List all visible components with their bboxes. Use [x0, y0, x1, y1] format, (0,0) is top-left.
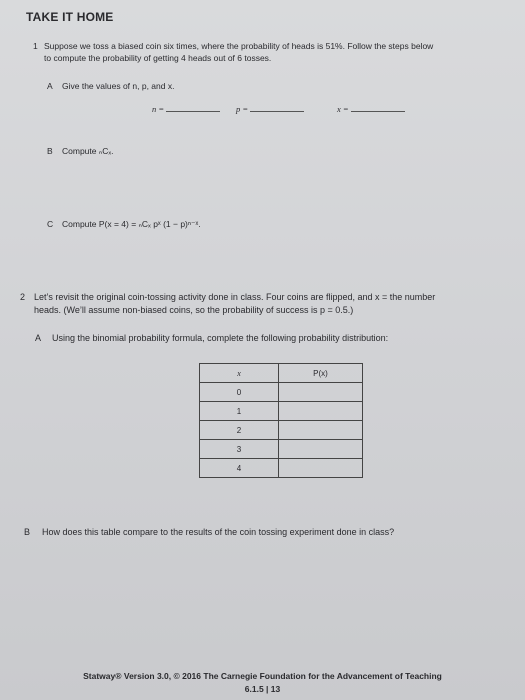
question-1c-letter: C — [47, 219, 54, 229]
x-answer-field[interactable] — [337, 104, 405, 114]
question-1a-letter: A — [47, 81, 53, 91]
table-cell-x: 0 — [200, 383, 279, 402]
n-label: n = — [152, 104, 165, 114]
question-1c-prompt: Compute P(x = 4) = ₙCₓ pˣ (1 − p)ⁿ⁻ˣ. — [62, 219, 201, 229]
x-blank[interactable] — [351, 104, 405, 112]
p-answer-field[interactable] — [236, 104, 304, 114]
question-1-text-line1: Suppose we toss a biased coin six times, where the probability of heads is 51%. Follow the steps below — [44, 41, 434, 51]
n-answer-field[interactable] — [152, 104, 220, 114]
table-cell-px-answer[interactable] — [279, 383, 363, 402]
table-cell-x: 1 — [200, 402, 279, 421]
table-cell-px-answer[interactable] — [279, 440, 363, 459]
table-cell-px-answer[interactable] — [279, 421, 363, 440]
question-2a-letter: A — [35, 333, 42, 343]
table-cell-x: 4 — [200, 459, 279, 478]
question-2-number: 2 — [20, 292, 26, 302]
footer-copyright: Statway® Version 3.0, © 2016 The Carnegie Foundation for the Advancement of Teaching — [83, 671, 442, 681]
table-header-x: x — [200, 364, 279, 383]
table-header-row — [200, 364, 363, 383]
question-1-text-line2: to compute the probability of getting 4 heads out of 6 tosses. — [44, 53, 272, 63]
table-header-px: P(x) — [279, 364, 363, 383]
probability-distribution-table — [199, 363, 363, 478]
question-2a-prompt: Using the binomial probability formula, complete the following probability distribution: — [52, 333, 389, 343]
table-cell-px-answer[interactable] — [279, 459, 363, 478]
footer-page-number: 6.1.5 | 13 — [244, 684, 281, 694]
table-row — [200, 421, 363, 440]
question-2b-letter: B — [24, 527, 31, 537]
x-label: x = — [337, 104, 349, 114]
question-1b-letter: B — [47, 146, 53, 156]
page-title: TAKE IT HOME — [26, 10, 114, 24]
question-2b-prompt: How does this table compare to the results of the coin tossing experiment done in class? — [42, 527, 395, 537]
table-cell-x: 3 — [200, 440, 279, 459]
question-1b-prompt: Compute ₙCₓ. — [62, 146, 114, 156]
question-1a-prompt: Give the values of n, p, and x. — [62, 81, 175, 91]
table-row — [200, 383, 363, 402]
table-cell-x: 2 — [200, 421, 279, 440]
question-1-number: 1 — [33, 41, 38, 51]
table-row — [200, 459, 363, 478]
question-2-text-line1: Let’s revisit the original coin-tossing activity done in class. Four coins are flipped, and x = the number — [34, 292, 436, 302]
table-cell-px-answer[interactable] — [279, 402, 363, 421]
question-2-text-line2: heads. (We’ll assume non-biased coins, so the probability of success is p = 0.5.) — [34, 305, 354, 315]
n-blank[interactable] — [166, 104, 220, 112]
table-row — [200, 440, 363, 459]
table-row — [200, 402, 363, 421]
p-label: p = — [236, 104, 249, 114]
p-blank[interactable] — [250, 104, 304, 112]
